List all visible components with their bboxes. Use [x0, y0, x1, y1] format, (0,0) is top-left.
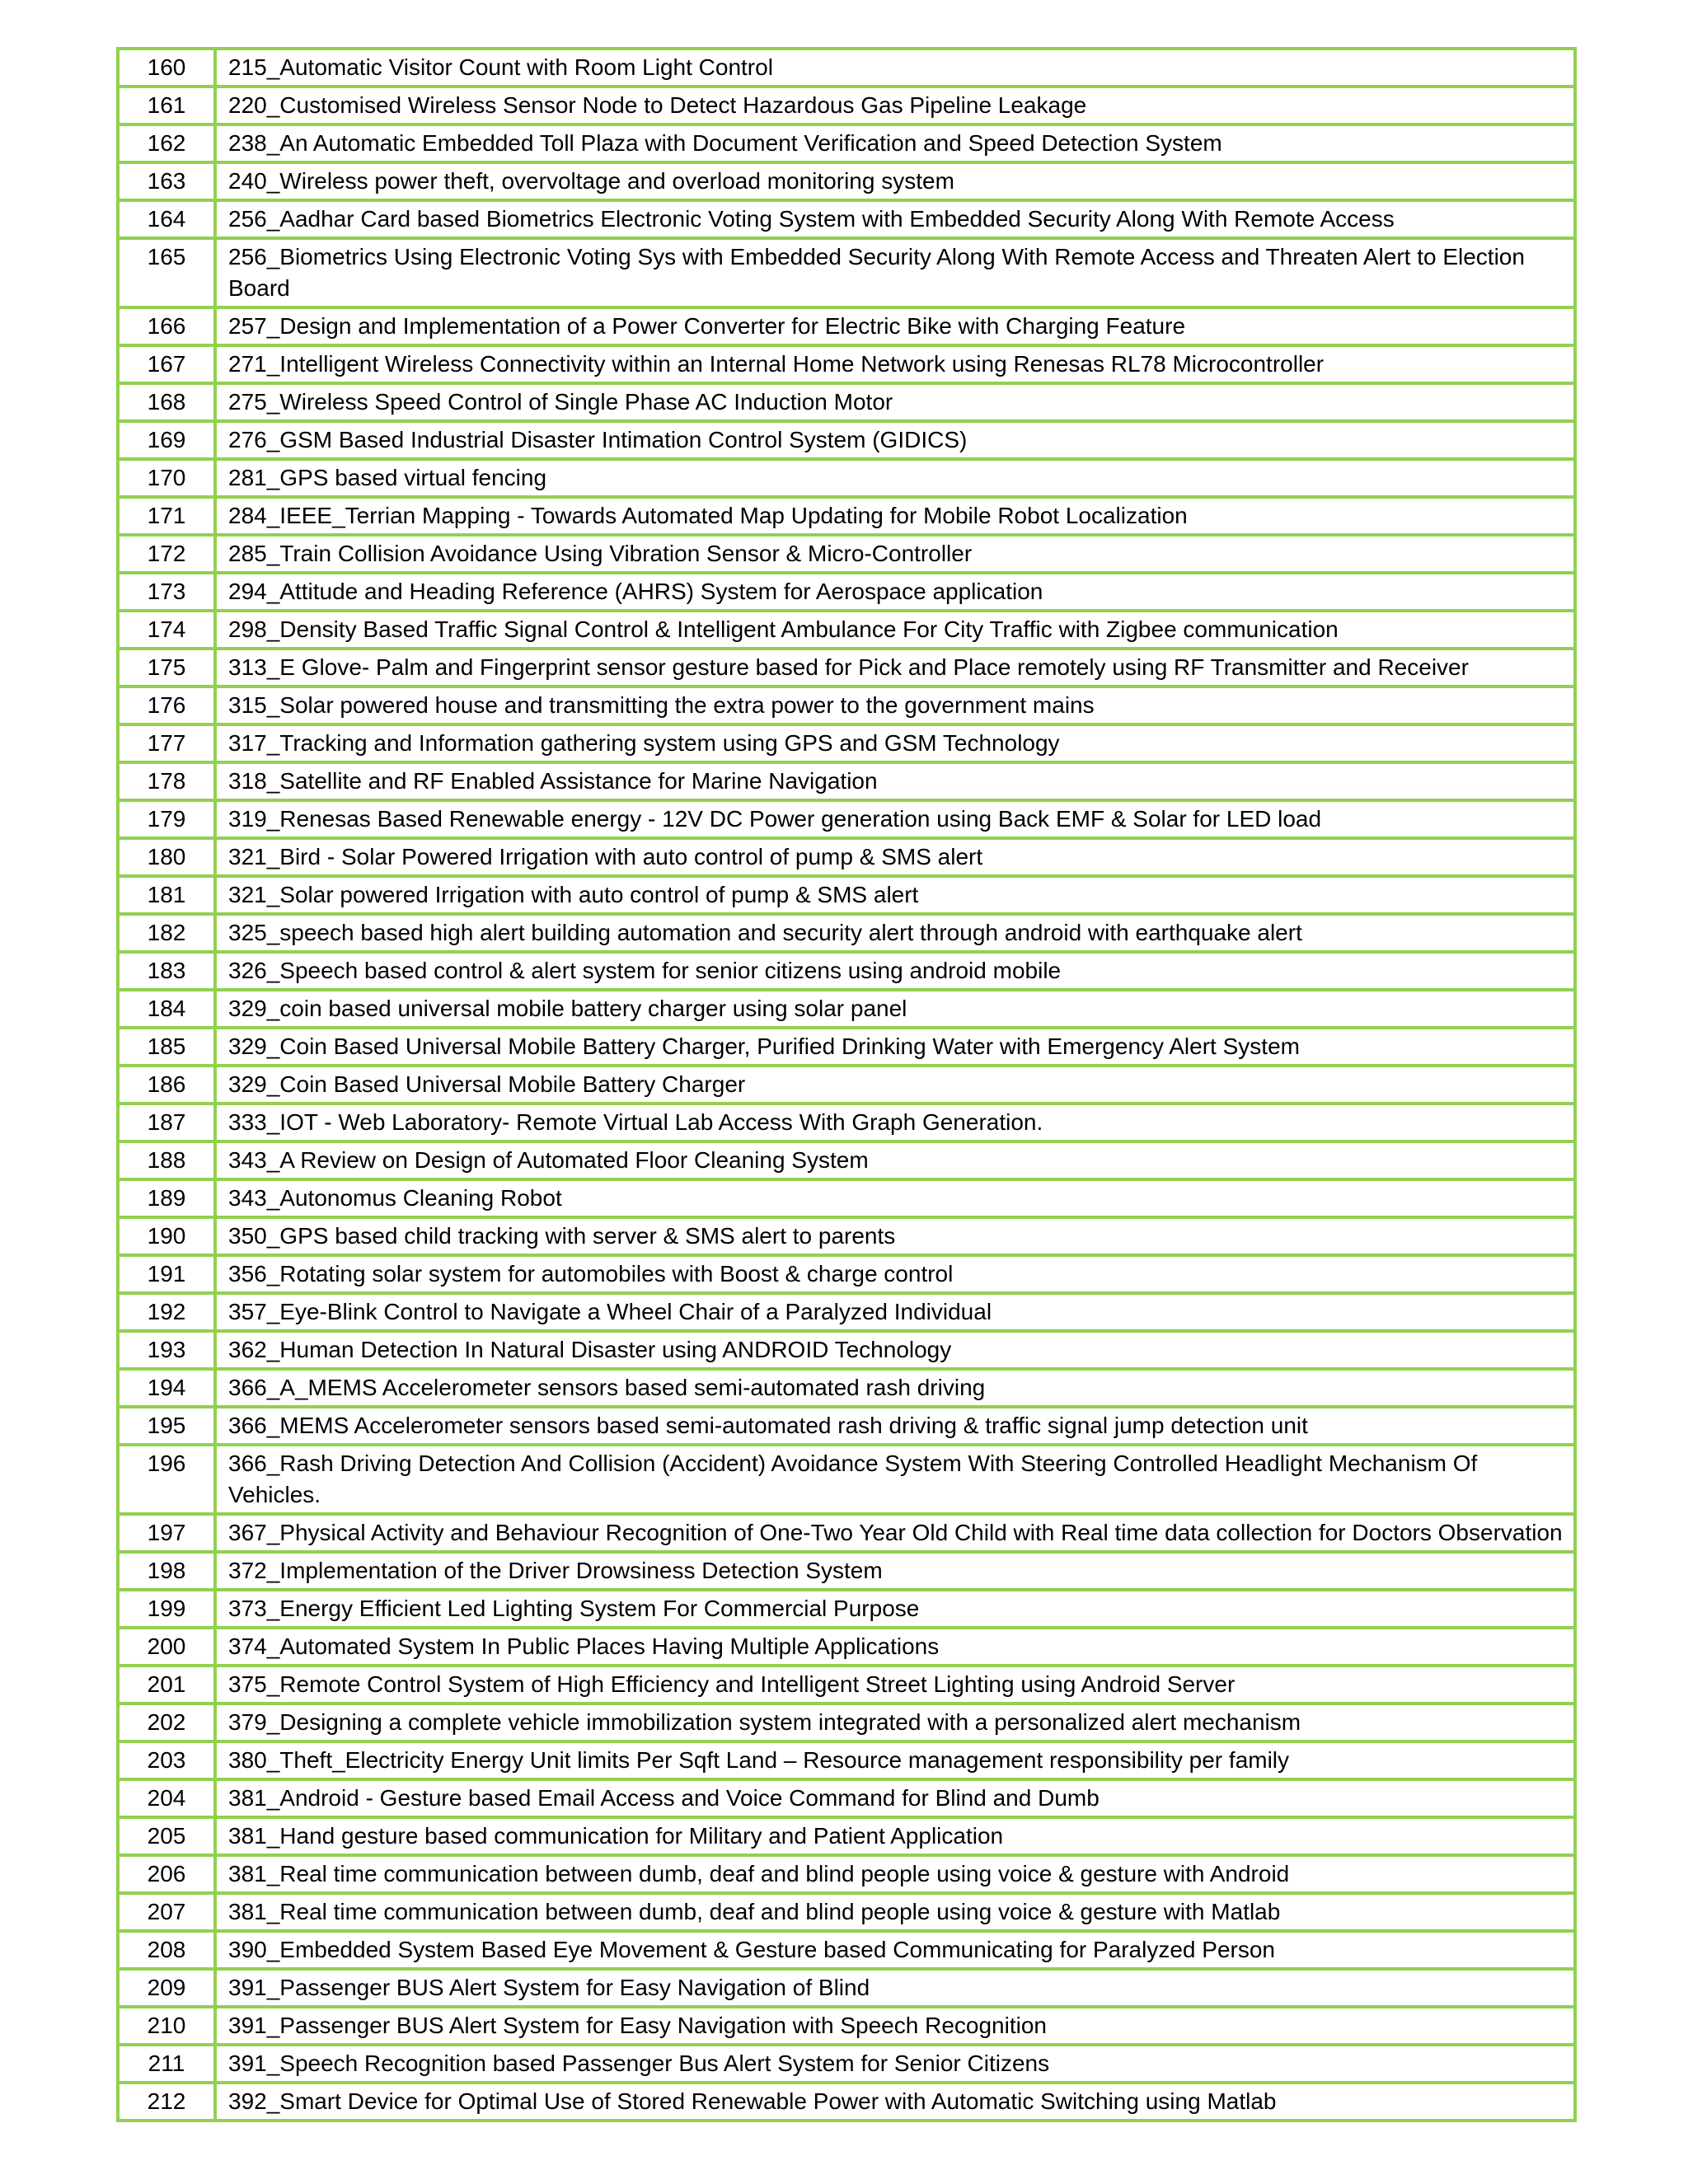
row-number-cell: 177 [118, 724, 215, 762]
table-row [118, 2007, 1575, 2045]
row-number-cell: 202 [118, 1704, 215, 1741]
row-number-cell: 209 [118, 1969, 215, 2007]
row-number-cell: 161 [118, 87, 215, 124]
project-title-cell: 257_Design and Implementation of a Power Converter for Electric Bike with Charging Feature [215, 307, 1575, 345]
table-row [118, 421, 1575, 459]
project-title-cell: 381_Android - Gesture based Email Access and Voice Command for Blind and Dumb [215, 1779, 1575, 1817]
row-number-cell: 197 [118, 1514, 215, 1552]
table-row [118, 1407, 1575, 1445]
row-number-cell: 192 [118, 1293, 215, 1331]
table-row [118, 124, 1575, 162]
table-row [118, 990, 1575, 1028]
table-row [118, 611, 1575, 649]
project-title-cell: 357_Eye-Blink Control to Navigate a Wheel Chair of a Paralyzed Individual [215, 1293, 1575, 1331]
row-number-cell: 164 [118, 200, 215, 238]
project-title-cell: 350_GPS based child tracking with server & SMS alert to parents [215, 1217, 1575, 1255]
project-title-cell: 329_Coin Based Universal Mobile Battery Charger, Purified Drinking Water with Emergency Alert System [215, 1028, 1575, 1066]
table-row [118, 1104, 1575, 1141]
table-row [118, 1969, 1575, 2007]
table-row [118, 49, 1575, 87]
project-title-cell: 392_Smart Device for Optimal Use of Stored Renewable Power with Automatic Switching using Matlab [215, 2083, 1575, 2121]
table-row [118, 1331, 1575, 1369]
table-row [118, 573, 1575, 611]
table-row [118, 87, 1575, 124]
row-number-cell: 165 [118, 238, 215, 307]
row-number-cell: 168 [118, 383, 215, 421]
table-row [118, 1741, 1575, 1779]
table-row [118, 1141, 1575, 1179]
project-title-cell: 240_Wireless power theft, overvoltage and overload monitoring system [215, 162, 1575, 200]
row-number-cell: 176 [118, 687, 215, 724]
row-number-cell: 181 [118, 876, 215, 914]
table-row [118, 2045, 1575, 2083]
project-title-cell: 391_Speech Recognition based Passenger Bus Alert System for Senior Citizens [215, 2045, 1575, 2083]
row-number-cell: 171 [118, 497, 215, 535]
table-row [118, 200, 1575, 238]
project-title-cell: 318_Satellite and RF Enabled Assistance for Marine Navigation [215, 762, 1575, 800]
row-number-cell: 166 [118, 307, 215, 345]
table-row [118, 1514, 1575, 1552]
project-list-body [118, 49, 1575, 2121]
table-row [118, 345, 1575, 383]
project-title-cell: 284_IEEE_Terrian Mapping - Towards Automated Map Updating for Mobile Robot Localization [215, 497, 1575, 535]
project-title-cell: 366_MEMS Accelerometer sensors based semi-automated rash driving & traffic signal jump detection unit [215, 1407, 1575, 1445]
table-row [118, 1855, 1575, 1893]
project-title-cell: 326_Speech based control & alert system for senior citizens using android mobile [215, 952, 1575, 990]
table-row [118, 1666, 1575, 1704]
table-row [118, 1255, 1575, 1293]
table-row [118, 1369, 1575, 1407]
project-title-cell: 390_Embedded System Based Eye Movement & Gesture based Communicating for Paralyzed Person [215, 1931, 1575, 1969]
table-row [118, 1628, 1575, 1666]
project-title-cell: 391_Passenger BUS Alert System for Easy Navigation of Blind [215, 1969, 1575, 2007]
table-row [118, 1179, 1575, 1217]
project-title-cell: 366_Rash Driving Detection And Collision (Accident) Avoidance System With Steering Controlled Headlight Mechanism Of Vehicles. [215, 1445, 1575, 1514]
table-row [118, 1028, 1575, 1066]
project-title-cell: 285_Train Collision Avoidance Using Vibration Sensor & Micro-Controller [215, 535, 1575, 573]
row-number-cell: 212 [118, 2083, 215, 2121]
project-title-cell: 256_Biometrics Using Electronic Voting Sys with Embedded Security Along With Remote Access and Threaten Alert to Election Board [215, 238, 1575, 307]
row-number-cell: 190 [118, 1217, 215, 1255]
project-title-cell: 356_Rotating solar system for automobiles with Boost & charge control [215, 1255, 1575, 1293]
row-number-cell: 186 [118, 1066, 215, 1104]
project-title-cell: 271_Intelligent Wireless Connectivity within an Internal Home Network using Renesas RL78 Microcontroller [215, 345, 1575, 383]
project-title-cell: 381_Hand gesture based communication for Military and Patient Application [215, 1817, 1575, 1855]
table-row [118, 649, 1575, 687]
table-row [118, 914, 1575, 952]
table-row [118, 383, 1575, 421]
row-number-cell: 203 [118, 1741, 215, 1779]
project-title-cell: 321_Solar powered Irrigation with auto control of pump & SMS alert [215, 876, 1575, 914]
row-number-cell: 173 [118, 573, 215, 611]
table-row [118, 497, 1575, 535]
project-title-cell: 220_Customised Wireless Sensor Node to Detect Hazardous Gas Pipeline Leakage [215, 87, 1575, 124]
table-row [118, 800, 1575, 838]
table-row [118, 1704, 1575, 1741]
row-number-cell: 211 [118, 2045, 215, 2083]
table-row [118, 762, 1575, 800]
table-row [118, 1552, 1575, 1590]
project-title-cell: 391_Passenger BUS Alert System for Easy Navigation with Speech Recognition [215, 2007, 1575, 2045]
row-number-cell: 206 [118, 1855, 215, 1893]
project-title-cell: 215_Automatic Visitor Count with Room Light Control [215, 49, 1575, 87]
project-title-cell: 276_GSM Based Industrial Disaster Intimation Control System (GIDICS) [215, 421, 1575, 459]
row-number-cell: 174 [118, 611, 215, 649]
table-row [118, 1779, 1575, 1817]
project-title-cell: 315_Solar powered house and transmitting the extra power to the government mains [215, 687, 1575, 724]
project-title-cell: 321_Bird - Solar Powered Irrigation with auto control of pump & SMS alert [215, 838, 1575, 876]
project-title-cell: 379_Designing a complete vehicle immobilization system integrated with a personalized alert mechanism [215, 1704, 1575, 1741]
project-title-cell: 329_Coin Based Universal Mobile Battery Charger [215, 1066, 1575, 1104]
table-row [118, 1817, 1575, 1855]
table-row [118, 1893, 1575, 1931]
row-number-cell: 195 [118, 1407, 215, 1445]
project-list-table [116, 47, 1577, 2122]
row-number-cell: 182 [118, 914, 215, 952]
row-number-cell: 175 [118, 649, 215, 687]
table-row [118, 307, 1575, 345]
project-title-cell: 375_Remote Control System of High Efficiency and Intelligent Street Lighting using Android Server [215, 1666, 1575, 1704]
table-row [118, 1445, 1575, 1514]
row-number-cell: 185 [118, 1028, 215, 1066]
project-title-cell: 329_coin based universal mobile battery charger using solar panel [215, 990, 1575, 1028]
row-number-cell: 180 [118, 838, 215, 876]
project-title-cell: 372_Implementation of the Driver Drowsiness Detection System [215, 1552, 1575, 1590]
project-title-cell: 373_Energy Efficient Led Lighting System For Commercial Purpose [215, 1590, 1575, 1628]
table-row [118, 1066, 1575, 1104]
project-title-cell: 313_E Glove- Palm and Fingerprint sensor gesture based for Pick and Place remotely using RF Transmitter and Receiver [215, 649, 1575, 687]
row-number-cell: 196 [118, 1445, 215, 1514]
project-title-cell: 238_An Automatic Embedded Toll Plaza with Document Verification and Speed Detection System [215, 124, 1575, 162]
row-number-cell: 194 [118, 1369, 215, 1407]
project-title-cell: 380_Theft_Electricity Energy Unit limits Per Sqft Land – Resource management responsibility per family [215, 1741, 1575, 1779]
row-number-cell: 204 [118, 1779, 215, 1817]
table-row [118, 459, 1575, 497]
row-number-cell: 189 [118, 1179, 215, 1217]
table-row [118, 838, 1575, 876]
row-number-cell: 208 [118, 1931, 215, 1969]
project-title-cell: 367_Physical Activity and Behaviour Recognition of One-Two Year Old Child with Real time data collection for Doctors Observation [215, 1514, 1575, 1552]
row-number-cell: 167 [118, 345, 215, 383]
table-row [118, 1217, 1575, 1255]
project-title-cell: 343_Autonomus Cleaning Robot [215, 1179, 1575, 1217]
table-row [118, 1931, 1575, 1969]
table-row [118, 2083, 1575, 2121]
table-row [118, 952, 1575, 990]
row-number-cell: 187 [118, 1104, 215, 1141]
table-row [118, 1293, 1575, 1331]
row-number-cell: 183 [118, 952, 215, 990]
table-row [118, 1590, 1575, 1628]
row-number-cell: 163 [118, 162, 215, 200]
row-number-cell: 200 [118, 1628, 215, 1666]
row-number-cell: 188 [118, 1141, 215, 1179]
project-title-cell: 317_Tracking and Information gathering system using GPS and GSM Technology [215, 724, 1575, 762]
table-row [118, 535, 1575, 573]
row-number-cell: 172 [118, 535, 215, 573]
row-number-cell: 160 [118, 49, 215, 87]
project-title-cell: 343_A Review on Design of Automated Floor Cleaning System [215, 1141, 1575, 1179]
project-title-cell: 362_Human Detection In Natural Disaster using ANDROID Technology [215, 1331, 1575, 1369]
table-row [118, 876, 1575, 914]
row-number-cell: 170 [118, 459, 215, 497]
row-number-cell: 179 [118, 800, 215, 838]
row-number-cell: 162 [118, 124, 215, 162]
table-row [118, 162, 1575, 200]
row-number-cell: 198 [118, 1552, 215, 1590]
row-number-cell: 201 [118, 1666, 215, 1704]
table-row [118, 724, 1575, 762]
row-number-cell: 210 [118, 2007, 215, 2045]
project-title-cell: 333_IOT - Web Laboratory- Remote Virtual Lab Access With Graph Generation. [215, 1104, 1575, 1141]
project-title-cell: 319_Renesas Based Renewable energy - 12V DC Power generation using Back EMF & Solar for LED load [215, 800, 1575, 838]
project-title-cell: 294_Attitude and Heading Reference (AHRS) System for Aerospace application [215, 573, 1575, 611]
table-row [118, 687, 1575, 724]
project-title-cell: 325_speech based high alert building automation and security alert through android with earthquake alert [215, 914, 1575, 952]
project-title-cell: 275_Wireless Speed Control of Single Phase AC Induction Motor [215, 383, 1575, 421]
project-title-cell: 256_Aadhar Card based Biometrics Electronic Voting System with Embedded Security Along With Remote Access [215, 200, 1575, 238]
project-title-cell: 381_Real time communication between dumb, deaf and blind people using voice & gesture with Matlab [215, 1893, 1575, 1931]
row-number-cell: 178 [118, 762, 215, 800]
row-number-cell: 191 [118, 1255, 215, 1293]
row-number-cell: 199 [118, 1590, 215, 1628]
project-title-cell: 374_Automated System In Public Places Having Multiple Applications [215, 1628, 1575, 1666]
row-number-cell: 205 [118, 1817, 215, 1855]
table-row [118, 238, 1575, 307]
project-title-cell: 298_Density Based Traffic Signal Control & Intelligent Ambulance For City Traffic with Zigbee communication [215, 611, 1575, 649]
row-number-cell: 193 [118, 1331, 215, 1369]
row-number-cell: 207 [118, 1893, 215, 1931]
row-number-cell: 184 [118, 990, 215, 1028]
project-title-cell: 281_GPS based virtual fencing [215, 459, 1575, 497]
row-number-cell: 169 [118, 421, 215, 459]
project-title-cell: 381_Real time communication between dumb, deaf and blind people using voice & gesture with Android [215, 1855, 1575, 1893]
project-title-cell: 366_A_MEMS Accelerometer sensors based semi-automated rash driving [215, 1369, 1575, 1407]
